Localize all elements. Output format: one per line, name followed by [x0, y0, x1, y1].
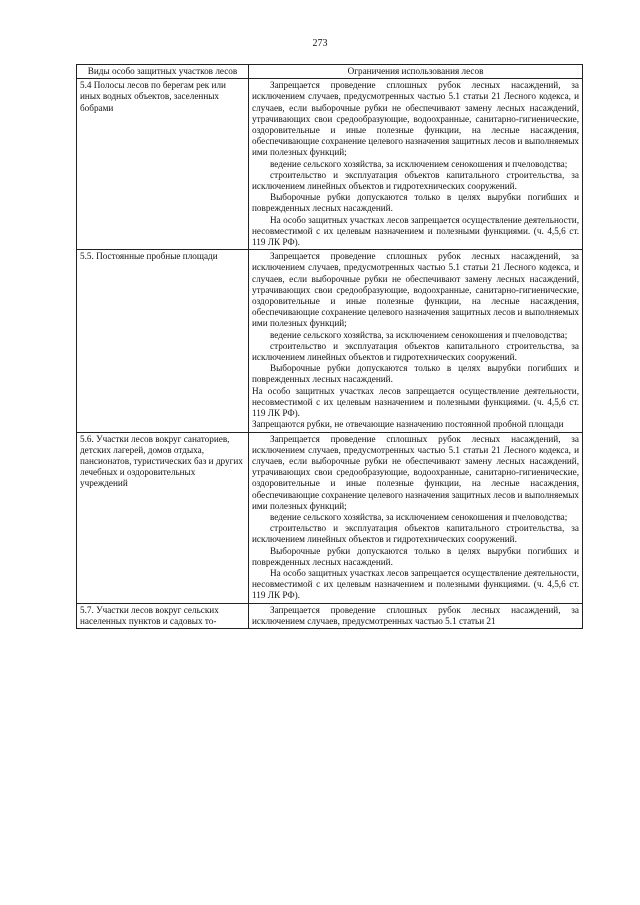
row-restrictions: [249, 250, 583, 432]
paragraph: Выборочные рубки допускаются только в целях вырубки погибших и поврежденных лесных насаждений.: [252, 363, 579, 385]
row-category: 5.7. Участки лесов вокруг сельских населенных пунктов и садовых то-: [77, 603, 249, 628]
paragraph: ведение сельского хозяйства, за исключением сенокошения и пчеловодства;: [270, 511, 568, 522]
table-header-row: [77, 65, 583, 79]
paragraph: строительство и эксплуатация объектов капитального строительства, за исключением линейных объектов и гидротехнических сооружений.: [252, 523, 579, 545]
table-row: [77, 432, 583, 603]
paragraph: Запрещается проведение сплошных рубок лесных насаждений, за исключением случаев, предусмотренных частью 5.1 статьи 21 Лесного кодекса, и случаев, если выборочные рубки не обеспечивают замену лесных насаждений, утрачивающих свои средообразующие, водоохранные, санитарно-гигиенические, оздоровительные и иные полезные функции, на лесные насаждения, обеспечивающие сохранение целевого назначения защитных лесов и выполняемых ими полезных функций;: [252, 433, 579, 511]
row-category: 5.5. Постоянные пробные площади: [77, 250, 249, 432]
paragraph: строительство и эксплуатация объектов капитального строительства, за исключением линейных объектов и гидротехнических сооружений.: [252, 169, 579, 192]
table-row: [77, 603, 583, 628]
paragraph: Запрещается проведение сплошных рубок лесных насаждений, за исключением случаев, предусмотренных частью 5.1 статьи 21 Лесного кодекса, и случаев, если выборочные рубки не обеспечивают замену лесных насаждений, утрачивающих свои средообразующие, водоохранные, санитарно-гигиенические, оздоровительные и иные полезные функции, на лесные насаждения, обеспечивающие сохранение целевого назначения защитных лесов и выполняемых ими полезных функций;: [252, 251, 579, 329]
row-category: 5.4 Полосы лесов по берегам рек или иных водных объектов, заселенных бобрами: [77, 79, 249, 250]
row-restrictions: [249, 79, 583, 250]
paragraph: Выборочные рубки допускаются только в целях вырубки погибших и поврежденных лесных насаждений.: [252, 545, 579, 567]
paragraph: Запрещается проведение сплошных рубок лесных насаждений, за исключением случаев, предусмотренных частью 5.1 статьи 21 Лесного кодекса, и случаев, если выборочные рубки не обеспечивают замену лесных насаждений, утрачивающих свои средообразующие, водоохранные, санитарно-гигиенические, оздоровительные и иные полезные функции, на лесные насаждения, обеспечивающие сохранение целевого назначения защитных лесов и выполняемых ими полезных функций;: [252, 80, 579, 158]
paragraph: Выборочные рубки допускаются только в целях вырубки погибших и поврежденных лесных насаждений.: [252, 192, 579, 214]
page-number: 273: [312, 38, 328, 49]
paragraph: Запрещаются рубки, не отвечающие назначению постоянной пробной площади: [252, 419, 564, 430]
paragraph: строительство и эксплуатация объектов капитального строительства, за исключением линейных объектов и гидротехнических сооружений.: [252, 340, 579, 363]
table-row: [77, 79, 583, 250]
paragraph: ведение сельского хозяйства, за исключением сенокошения и пчеловодства;: [270, 158, 568, 169]
restrictions-table: [76, 64, 583, 629]
row-category: 5.6. Участки лесов вокруг санаториев, детских лагерей, домов отдыха, пансионатов, туристических баз и других лечебных и оздоровительных учреждений: [77, 432, 249, 603]
paragraph: На особо защитных участках лесов запрещается осуществление деятельности, несовместимой с их целевым назначением и полезными функциями. (ч. 4,5,6 ст. 119 ЛК РФ).: [252, 214, 579, 248]
row-restrictions: [249, 603, 583, 628]
table-row: [77, 250, 583, 432]
header-category: Виды особо защитных участков лесов: [77, 65, 249, 79]
paragraph: На особо защитных участках лесов запрещается осуществление деятельности, несовместимой с их целевым назначением и полезными функциями. (ч. 4,5,6 ст. 119 ЛК РФ).: [252, 567, 579, 601]
header-restrictions: Ограничения использования лесов: [249, 65, 583, 79]
paragraph: На особо защитных участках лесов запрещается осуществление деятельности, несовместимой с их целевым назначением и полезными функциями. (ч. 4,5,6 ст. 119 ЛК РФ).: [252, 385, 579, 419]
paragraph: Запрещается проведение сплошных рубок лесных насаждений, за исключением случаев, предусмотренных частью 5.1 статьи 21: [252, 604, 579, 626]
row-restrictions: [249, 432, 583, 603]
paragraph: ведение сельского хозяйства, за исключением сенокошения и пчеловодства;: [270, 329, 568, 340]
